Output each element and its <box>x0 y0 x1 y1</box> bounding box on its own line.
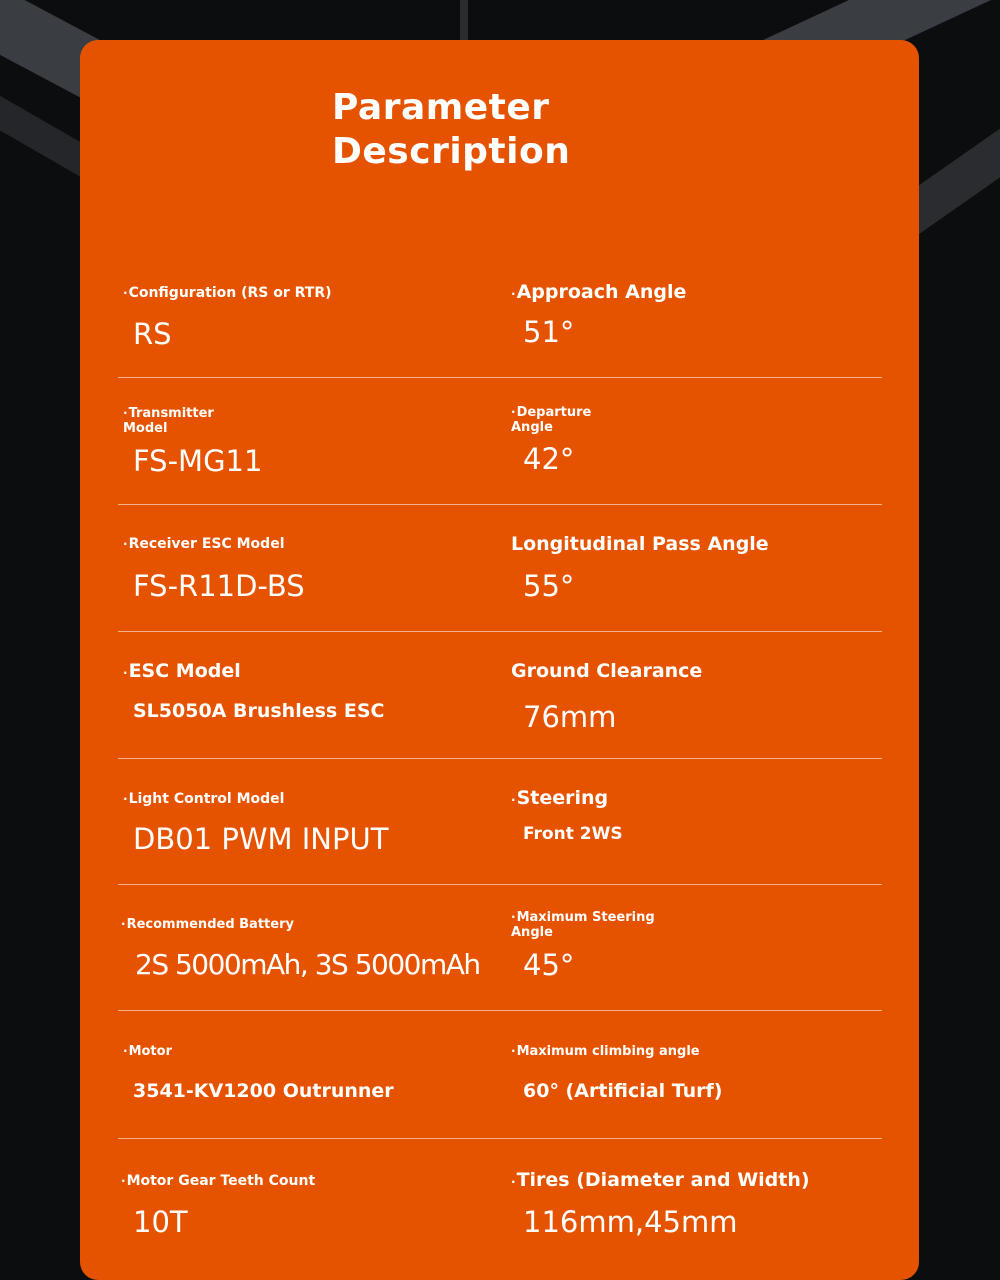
spec-item <box>118 378 508 504</box>
spec-item <box>118 1139 508 1265</box>
spec-label: ·Steering <box>511 787 609 809</box>
spec-label: ·Maximum Steering Angle <box>511 910 655 940</box>
spec-value: 60° (Artificial Turf) <box>523 1080 723 1102</box>
spec-item <box>511 1012 882 1138</box>
spec-row <box>118 378 882 505</box>
spec-value: Front 2WS <box>523 824 623 844</box>
title-line-2: Description <box>332 131 571 172</box>
spec-value: FS-R11D-BS <box>133 569 305 603</box>
spec-value: 51° <box>523 315 575 349</box>
spec-value: RS <box>133 317 172 351</box>
spec-label: Ground Clearance <box>511 660 703 682</box>
spec-value: 42° <box>523 442 575 476</box>
spec-item <box>511 505 882 631</box>
spec-item <box>511 758 882 884</box>
spec-row <box>118 758 882 885</box>
page-title <box>332 86 570 174</box>
spec-label: ·Approach Angle <box>511 281 687 303</box>
spec-item <box>118 758 508 884</box>
spec-value: FS-MG11 <box>133 444 263 478</box>
spec-item <box>118 884 508 1010</box>
spec-label: ·Recommended Battery <box>121 917 294 932</box>
spec-item <box>511 1139 882 1265</box>
spec-value: SL5050A Brushless ESC <box>133 700 385 722</box>
spec-row <box>118 505 882 632</box>
spec-row <box>118 1139 882 1266</box>
spec-value: 2S 5000mAh, 3S 5000mAh <box>135 948 480 981</box>
spec-value: 116mm,45mm <box>523 1205 738 1239</box>
spec-value: 45° <box>523 948 575 982</box>
spec-label: ·Motor <box>123 1044 172 1059</box>
spec-item <box>511 632 882 758</box>
spec-item <box>511 884 882 1010</box>
spec-item <box>118 505 508 631</box>
spec-label: ·Transmitter Model <box>123 406 214 436</box>
spec-item <box>118 1012 508 1138</box>
spec-label: ·ESC Model <box>123 660 241 682</box>
spec-value: 76mm <box>523 700 617 734</box>
spec-label: Longitudinal Pass Angle <box>511 533 769 555</box>
spec-item <box>118 251 508 377</box>
spec-value: 3541-KV1200 Outrunner <box>133 1080 394 1102</box>
row-divider <box>118 1010 882 1011</box>
background-stripe <box>460 0 468 40</box>
spec-row <box>118 1012 882 1139</box>
spec-label: ·Receiver ESC Model <box>123 536 285 552</box>
spec-label: ·Departure Angle <box>511 405 592 435</box>
parameter-card <box>80 40 919 1280</box>
spec-label: ·Maximum climbing angle <box>511 1044 700 1059</box>
spec-row <box>118 632 882 759</box>
spec-label: ·Configuration (RS or RTR) <box>123 285 332 301</box>
spec-item <box>511 251 882 377</box>
spec-label: ·Tires (Diameter and Width) <box>511 1169 810 1191</box>
spec-item <box>511 378 882 504</box>
spec-item <box>118 632 508 758</box>
spec-label: ·Light Control Model <box>123 791 285 807</box>
title-line-1: Parameter <box>332 87 550 128</box>
spec-row <box>118 884 882 1011</box>
spec-label: ·Motor Gear Teeth Count <box>121 1173 316 1189</box>
spec-value: DB01 PWM INPUT <box>133 822 389 856</box>
spec-value: 55° <box>523 569 575 603</box>
spec-value: 10T <box>133 1205 188 1239</box>
spec-row <box>118 251 882 378</box>
